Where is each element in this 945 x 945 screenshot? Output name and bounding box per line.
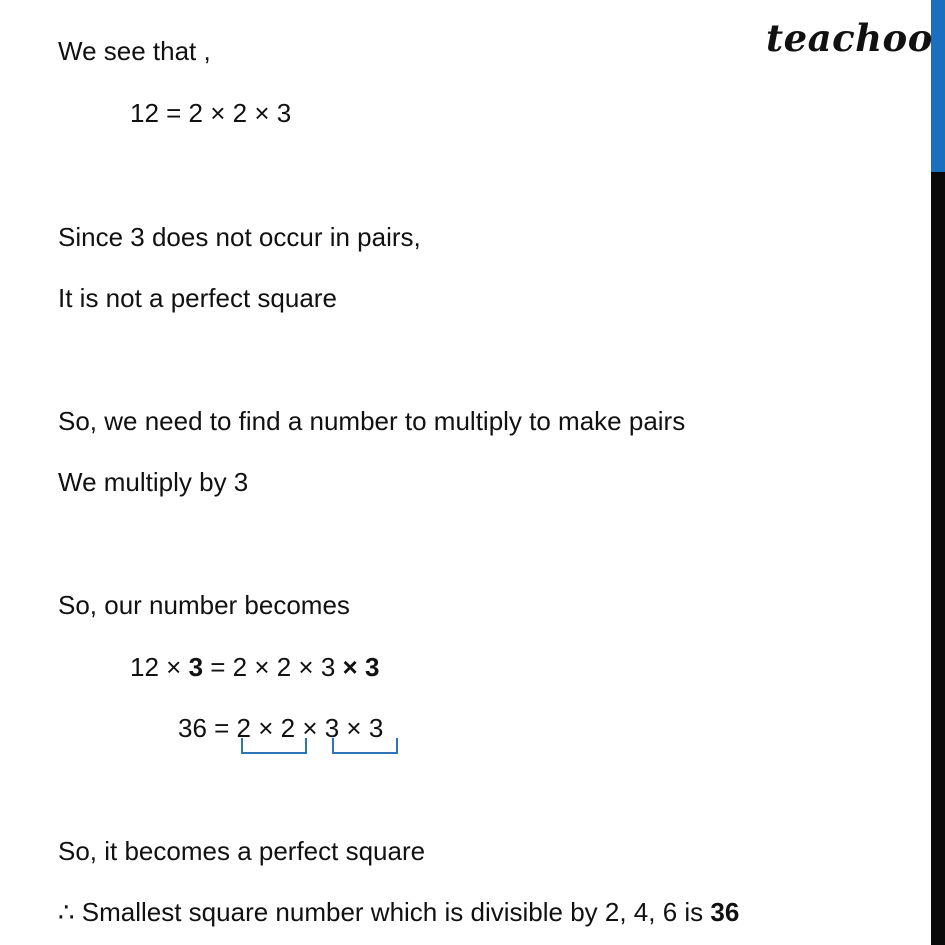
scrollbar-track[interactable] — [931, 0, 945, 945]
teachoo-logo: teachoo — [766, 16, 933, 60]
eq-bold-times-3: × 3 — [342, 652, 380, 682]
text-line-not-perfect-square: It is not a perfect square — [58, 283, 337, 313]
conclusion-line — [58, 897, 739, 927]
equation-12-times-3 — [130, 652, 379, 682]
text-line-find-number: So, we need to find a number to multiply to make pairs — [58, 406, 686, 436]
text-line-number-becomes: So, our number becomes — [58, 590, 350, 620]
text-line-see-that: We see that , — [58, 36, 211, 66]
text-line-multiply-by-3: We multiply by 3 — [58, 467, 249, 497]
text-line-not-pairs: Since 3 does not occur in pairs, — [58, 222, 421, 252]
eq-part: 12 × — [130, 652, 189, 682]
answer-36: 36 — [710, 897, 740, 927]
eq-part: = 2 × 2 × 3 — [203, 652, 343, 682]
equation-36: 36 = 2 × 2 × 3 × 3 — [178, 713, 384, 743]
pair-bracket-3x3 — [332, 738, 398, 754]
eq-bold-3: 3 — [188, 652, 204, 682]
factorization-12: 12 = 2 × 2 × 3 — [130, 98, 292, 128]
scrollbar-thumb[interactable] — [931, 0, 945, 172]
text-line-perfect-square: So, it becomes a perfect square — [58, 836, 426, 866]
pair-bracket-2x2 — [241, 738, 307, 754]
conclusion-text: ∴ Smallest square number which is divisible by 2, 4, 6 is — [58, 897, 711, 927]
